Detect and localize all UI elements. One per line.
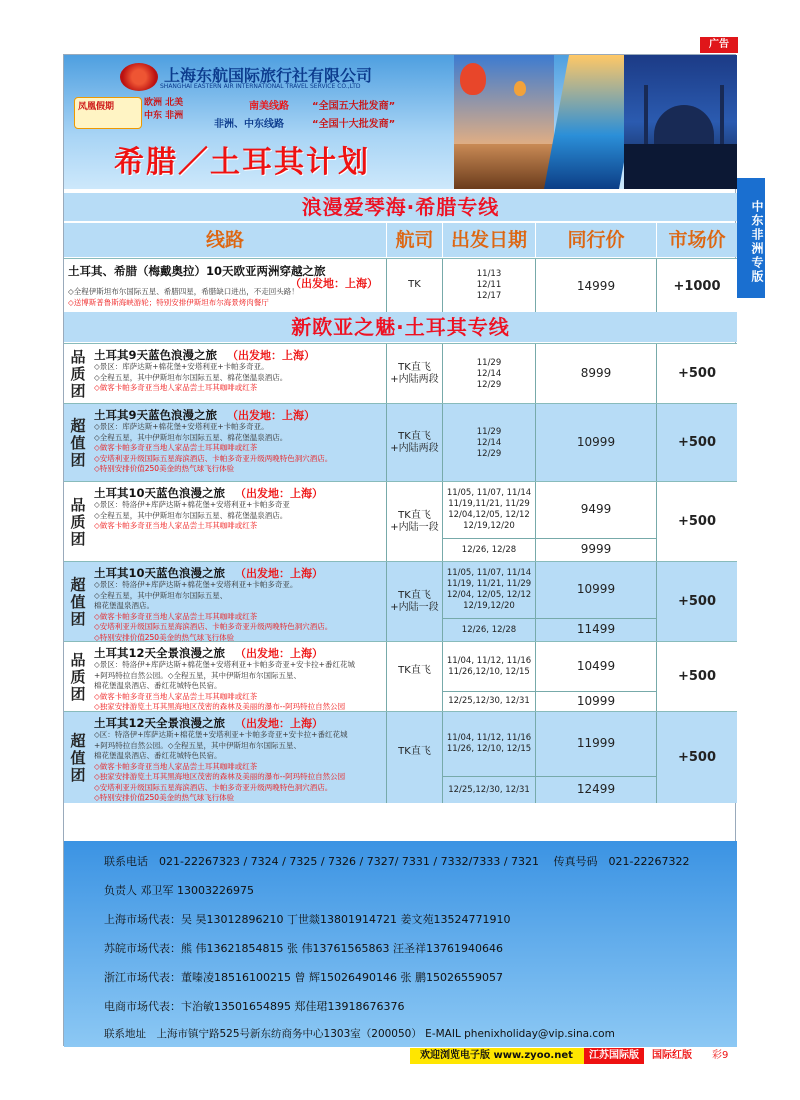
ad-label: 广告 (700, 37, 738, 53)
tour-title: 土耳其9天蓝色浪漫之旅 （出发地：上海） (94, 348, 316, 362)
tour-desc: ◇景区：特洛伊+库萨达斯+棉花堡+安塔利亚+卡帕多奇亚+安卡拉+番红花城 +阿玛特拉自然公园。◇全程五星，其中伊斯坦布尔国际五星、 棉花堡温泉酒店、番红花城特色民宿。 ◇做客卡帕多奇亚当地人家品尝土耳其咖啡或红茶 ◇独家安排游览土耳其黑海地区茂密的森林及美丽的瀑布--阿玛特拉自然公园 (94, 660, 355, 711)
dates: 11/05, 11/07, 11/14 11/19,11/21, 11/29 12/04,12/05, 12/12 12/19,12/20 (446, 488, 532, 531)
contact-phone: 联系电话 021-22267323 / 7324 / 7325 / 7326 / 7327/ 7331 / 7332/7333 / 7321 传真号码 021-22267322 (104, 855, 690, 868)
tour-row (64, 711, 737, 803)
market-price: +500 (677, 750, 717, 765)
dates: 11/29 12/14 12/29 (476, 426, 502, 459)
col-route: 线路 (64, 223, 386, 257)
contact-footer (64, 841, 737, 1047)
section-title-greece: 浪漫爱琴海·希腊专线 (64, 193, 737, 221)
tour-row (64, 641, 737, 711)
airline: TK直飞 +内陆两段 (390, 362, 439, 385)
price: 10999 (576, 693, 616, 708)
tour-row (64, 561, 737, 641)
col-market: 市场价 (657, 223, 737, 257)
tour-from: （出发地：上海） (227, 409, 316, 422)
contact-manager: 负责人 邓卫军 13003226975 (104, 884, 254, 897)
dates: 11/29 12/14 12/29 (476, 357, 502, 390)
price: 9499 (580, 502, 612, 516)
market-price: +500 (677, 669, 717, 684)
dates: 11/13 12/11 12/17 (476, 269, 502, 301)
route2-tag: “全国十大批发商” (312, 119, 396, 130)
dates: 11/05, 11/07, 11/14 11/19, 11/21, 11/29 12/04, 12/05, 12/12 12/19,12/20 (446, 568, 532, 611)
tour-title: 土耳其12天全景浪漫之旅 （出发地：上海） (94, 716, 324, 730)
side-tab: 中东非洲专版 (737, 178, 765, 298)
dates: 11/04, 11/12, 11/16 11/26,12/10, 12/15 (446, 655, 532, 677)
contact-address: 联系地址 上海市镇宁路525号新东纺商务中心1303室（200050） E-MAIL phenixholiday@vip.sina.com (104, 1028, 615, 1040)
dates: 12/25,12/30, 12/31 (448, 696, 530, 706)
contact-shanghai: 上海市场代表：吴 昊13012896210 丁世燚13801914721 姜文苑13524771910 (104, 913, 511, 926)
contact-zhejiang: 浙江市场代表：董嗪凌18516100215 曾 辉15026490146 张 鹏15026559057 (104, 971, 503, 984)
tour-from: （出发地：上海） (235, 567, 324, 580)
section-title-turkey: 新欧亚之魅·土耳其专线 (64, 312, 737, 342)
price: 10499 (576, 658, 616, 673)
tour-desc: ◇区：特洛伊+库萨达斯+棉花堡+安塔利亚+卡帕多奇亚+安卡拉+番红花城 +阿玛特拉自然公园。◇全程五星，其中伊斯坦布尔国际五星、 棉花堡温泉酒店、番红花城特色民宿。 ◇做客卡帕多奇亚当地人家品尝土耳其咖啡或红茶 ◇独家安排游览土耳其黑海地区茂密的森林及美丽的瀑布--阿玛特拉自然公园 ◇安塔利亚升级国际五星海滨酒店、卡帕多奇亚升级两晚特色洞穴酒店。 ◇特别安排价值250美金的热气球飞行体验 (94, 730, 348, 802)
market-price: +500 (677, 366, 717, 381)
header-banner (64, 55, 737, 189)
col-airline: 航司 (387, 223, 442, 257)
tour-title: 土耳其10天蓝色浪漫之旅 （出发地：上海） (94, 486, 324, 500)
market-price: +1000 (673, 279, 721, 294)
company-name-en: SHANGHAI EASTERN AIR INTERNATIONAL TRAVEL SERVICE CO.,LTD (160, 83, 361, 90)
tour-tag: 超 值 团 (70, 575, 86, 628)
mosque-photo (624, 55, 737, 189)
airline: TK直飞 +内陆一段 (390, 510, 439, 533)
tour-title: 土耳其10天蓝色浪漫之旅 （出发地：上海） (94, 566, 324, 580)
dates: 12/26, 12/28 (461, 544, 517, 555)
tour-from: （出发地：上海） (290, 277, 378, 290)
tour-from: （出发地：上海） (235, 717, 324, 730)
tour-desc: ◇景区：特洛伊+库萨达斯+棉花堡+安塔利亚+卡帕多奇亚 ◇全程五星，其中伊斯坦布尔国际五星、棉花堡温泉酒店。 ◇做客卡帕多奇亚当地人家品尝土耳其咖啡或红茶 (94, 500, 290, 530)
tour-from: （出发地：上海） (235, 487, 324, 500)
company-name: 上海东航国际旅行社有限公司 (164, 66, 373, 85)
dates: 11/04, 11/12, 11/16 11/26, 12/10, 12/15 (446, 733, 532, 755)
page-title: 希腊／土耳其计划 (114, 145, 370, 180)
page-number: 彩9 (712, 1050, 729, 1061)
market-price: +500 (677, 435, 717, 450)
tour-tag: 品 质 团 (70, 650, 86, 703)
tour-tag: 超 值 团 (70, 731, 86, 784)
route1-tag: “全国五大批发商” (312, 101, 396, 112)
contact-sushan: 苏皖市场代表：熊 伟13621854815 张 伟13761565863 汪圣祥13761940646 (104, 942, 503, 955)
dates: 12/25,12/30, 12/31 (448, 784, 530, 795)
edition-badge: 江苏国际版 (584, 1048, 644, 1064)
tour-title: 土耳其12天全景浪漫之旅 （出发地：上海） (94, 646, 324, 660)
brand-logo: 凤凰假期 (74, 97, 142, 129)
price: 9999 (580, 542, 612, 556)
price: 12499 (576, 782, 616, 797)
price: 8999 (580, 366, 612, 380)
section-label: 国际红版 (652, 1050, 692, 1061)
airline: TK直飞 (398, 746, 431, 757)
tour-title: 土耳其9天蓝色浪漫之旅 （出发地：上海） (94, 408, 316, 422)
tour-desc: ◇景区：库萨达斯+棉花堡+安塔利亚+卡帕多奇亚。 ◇全程五星，其中伊斯坦布尔国际五星、棉花堡温泉酒店。 ◇做客卡帕多奇亚当地人家品尝土耳其咖啡或红茶 (94, 362, 288, 392)
route1-label: 南美线路 (249, 101, 289, 112)
airline: TK (408, 279, 421, 290)
airline: TK直飞 +内陆两段 (390, 431, 439, 454)
price: 14999 (576, 279, 616, 293)
price: 10999 (576, 435, 616, 449)
col-price: 同行价 (536, 223, 656, 257)
tour-row-greece (64, 258, 737, 312)
tour-title: 土耳其、希腊（梅戴奥拉）10天欧亚两洲穿越之旅 (68, 264, 326, 278)
tour-row (64, 481, 737, 561)
tour-desc: ◇景区：特洛伊+库萨达斯+棉花堡+安塔利亚+卡帕多奇亚。 ◇全程五星，其中伊斯坦布尔国际五星、 棉花堡温泉酒店。 ◇做客卡帕多奇亚当地人家品尝土耳其咖啡或红茶 ◇安塔利亚升级国际五星海滨酒店、卡帕多奇亚升级两晚特色洞穴酒店。 ◇特别安排价值250美金的热气球飞行体验 (94, 580, 333, 642)
price: 10999 (576, 582, 616, 596)
brand-regions: 欧洲 北美 中东 非洲 (144, 98, 184, 121)
contact-ecommerce: 电商市场代表：卞治敏13501654895 郑佳珺13918676376 (104, 1000, 405, 1013)
tour-from: （出发地：上海） (227, 349, 316, 362)
tour-row (64, 343, 737, 403)
page (63, 54, 736, 1046)
price: 11999 (576, 736, 616, 751)
tour-desc: ◇全程伊斯坦布尔国际五星、希腊四星，希腊缺口进出，不走回头路！ ◇送博斯普鲁斯海峡游轮；特别安排伊斯坦布尔海景烤肉餐厅 (68, 287, 299, 307)
browse-link[interactable]: 欢迎浏览电子版 www.zyoo.net (410, 1048, 584, 1064)
company-logo (120, 63, 158, 91)
tour-tag: 超 值 团 (70, 416, 86, 469)
route2-label: 非洲、中东线路 (214, 119, 284, 130)
price: 11499 (576, 622, 616, 636)
tour-desc: ◇景区：库萨达斯+棉花堡+安塔利亚+卡帕多奇亚。 ◇全程五星，其中伊斯坦布尔国际五星、棉花堡温泉酒店。 ◇做客卡帕多奇亚当地人家品尝土耳其咖啡或红茶 ◇安塔利亚升级国际五星海滨酒店、卡帕多奇亚升级两晚特色洞穴酒店。 ◇特别安排价值250美金的热气球飞行体验 (94, 422, 333, 473)
col-date: 出发日期 (443, 223, 535, 257)
balloon-photo (454, 55, 554, 189)
dates: 12/26, 12/28 (461, 624, 517, 635)
airline: TK直飞 (398, 665, 431, 676)
market-price: +500 (677, 594, 717, 609)
tour-tag: 品 质 团 (70, 347, 86, 400)
tour-tag: 品 质 团 (70, 495, 86, 548)
tour-from: （出发地：上海） (235, 647, 324, 660)
market-price: +500 (677, 514, 717, 529)
airline: TK直飞 +内陆一段 (390, 590, 439, 613)
tour-row (64, 403, 737, 481)
